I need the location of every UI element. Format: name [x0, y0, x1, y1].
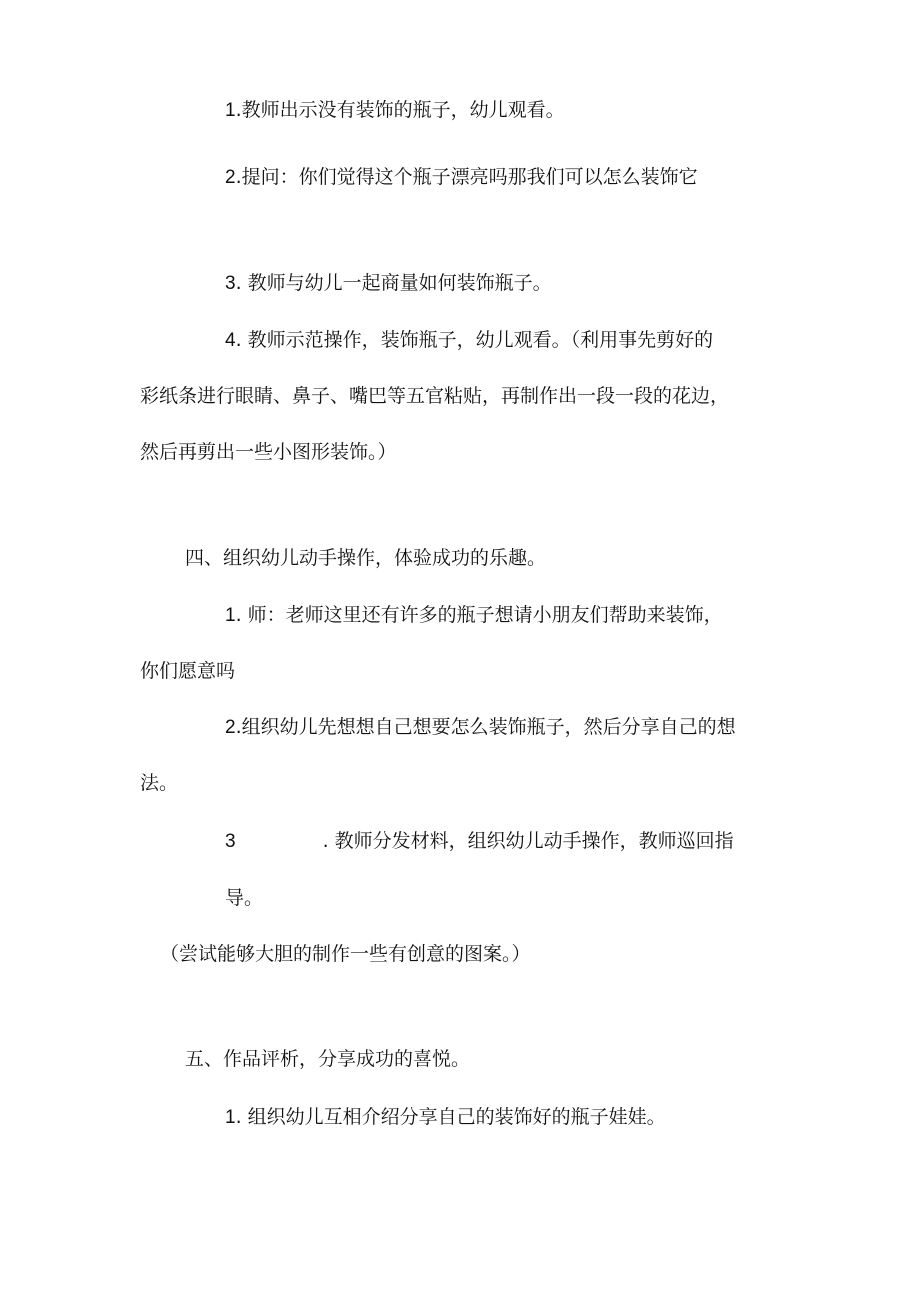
step-4-continuation-1 — [140, 384, 729, 408]
paragraph-text: 导。 — [225, 887, 264, 909]
step-2-line — [225, 165, 698, 190]
paragraph-text: 然后再剪出一些小图形装饰。） — [140, 441, 397, 463]
step-1-line — [225, 98, 565, 123]
step-number: 1 — [225, 1107, 236, 1128]
step-number: 1 — [225, 100, 236, 121]
step-4-line — [225, 328, 713, 353]
step-number: 3 — [225, 831, 236, 852]
section-4-step-1-line — [225, 603, 723, 628]
step-number: 3 — [225, 273, 236, 294]
step-number: 2 — [225, 167, 236, 188]
step-text: .教师出示没有装饰的瓶子，幼儿观看。 — [235, 99, 565, 121]
step-text: . 师：老师这里还有许多的瓶子想请小朋友们帮助来装饰， — [235, 604, 723, 626]
section-heading-text: 五、作品评析，分享成功的喜悦。 — [185, 1048, 471, 1070]
step-4-continuation-2 — [140, 440, 397, 464]
paragraph-text: 法。 — [140, 772, 179, 794]
section-4-step-3-line — [225, 829, 734, 854]
section-4-step-2-line — [225, 715, 736, 740]
section-4-step-1-continuation — [140, 659, 235, 683]
step-text: . 教师示范操作，装饰瓶子，幼儿观看。（利用事先剪好的 — [235, 329, 714, 351]
step-text: . 教师分发材料，组织幼儿动手操作，教师巡回指 — [322, 830, 734, 852]
note-text: （尝试能够大胆的制作一些有创意的图案。） — [160, 943, 531, 965]
step-text: .提问：你们觉得这个瓶子漂亮吗那我们可以怎么装饰它 — [235, 166, 698, 188]
step-number: 1 — [225, 605, 236, 626]
paragraph-text: 你们愿意吗 — [140, 660, 236, 682]
section-5-heading — [185, 1047, 470, 1071]
step-text: .组织幼儿先想想自己想要怎么装饰瓶子，然后分享自己的想 — [235, 716, 736, 738]
section-5-step-1-line — [225, 1105, 666, 1130]
section-4-step-3-continuation — [225, 886, 263, 910]
section-4-heading — [185, 546, 546, 570]
paragraph-text: 彩纸条进行眼睛、鼻子、嘴巴等五官粘贴，再制作出一段一段的花边， — [140, 385, 730, 407]
section-heading-text: 四、组织幼儿动手操作，体验成功的乐趣。 — [185, 547, 547, 569]
section-4-step-2-continuation — [140, 771, 178, 795]
step-3-line — [225, 271, 552, 296]
step-number: 4 — [225, 330, 236, 351]
section-4-note — [160, 942, 531, 966]
step-text: . 教师与幼儿一起商量如何装饰瓶子。 — [235, 272, 552, 294]
step-text: . 组织幼儿互相介绍分享自己的装饰好的瓶子娃娃。 — [235, 1106, 666, 1128]
step-number: 2 — [225, 717, 236, 738]
